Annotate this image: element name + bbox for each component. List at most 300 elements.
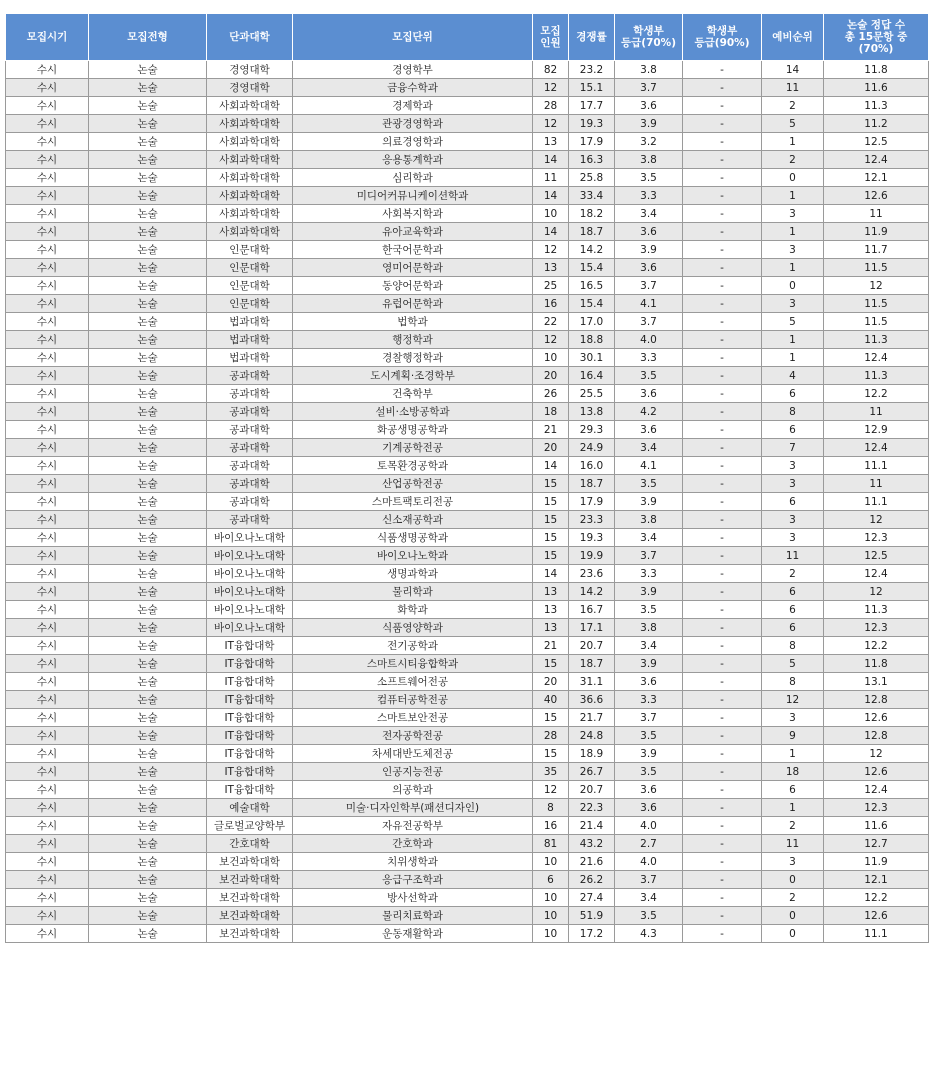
cell-grade-70: 3.9 [615, 115, 683, 133]
cell-department: 스마트보안전공 [293, 709, 533, 727]
cell-admission-type: 논술 [89, 115, 207, 133]
cell-department: 건축학부 [293, 385, 533, 403]
table-row [6, 349, 929, 367]
cell-admission-type: 논술 [89, 457, 207, 475]
cell-college: 법과대학 [207, 349, 293, 367]
table-row [6, 295, 929, 313]
cell-grade-70: 3.5 [615, 475, 683, 493]
table-row [6, 763, 929, 781]
cell-competition-rate: 17.1 [569, 619, 615, 637]
cell-grade-70: 3.5 [615, 727, 683, 745]
header-grade-70: 학생부 등급(70%) [615, 14, 683, 61]
cell-essay-correct: 11.8 [824, 61, 929, 79]
cell-grade-90: - [683, 493, 762, 511]
cell-admission-type: 논술 [89, 223, 207, 241]
cell-quota: 6 [533, 871, 569, 889]
cell-competition-rate: 23.2 [569, 61, 615, 79]
cell-essay-correct: 12.8 [824, 691, 929, 709]
cell-waitlist-rank: 8 [762, 403, 824, 421]
cell-grade-70: 3.6 [615, 385, 683, 403]
cell-department: 전기공학과 [293, 637, 533, 655]
table-row [6, 925, 929, 943]
cell-quota: 10 [533, 205, 569, 223]
cell-quota: 20 [533, 439, 569, 457]
cell-department: 응용통계학과 [293, 151, 533, 169]
cell-recruit-period: 수시 [6, 403, 89, 421]
cell-quota: 12 [533, 241, 569, 259]
table-row [6, 385, 929, 403]
cell-grade-90: - [683, 169, 762, 187]
cell-quota: 82 [533, 61, 569, 79]
table-row [6, 493, 929, 511]
cell-essay-correct: 11.7 [824, 241, 929, 259]
cell-grade-90: - [683, 745, 762, 763]
cell-college: 사회과학대학 [207, 223, 293, 241]
cell-grade-70: 4.1 [615, 295, 683, 313]
cell-competition-rate: 16.4 [569, 367, 615, 385]
cell-grade-70: 3.8 [615, 511, 683, 529]
cell-department: 바이오나노학과 [293, 547, 533, 565]
cell-waitlist-rank: 11 [762, 547, 824, 565]
cell-admission-type: 논술 [89, 763, 207, 781]
cell-college: IT융합대학 [207, 673, 293, 691]
cell-admission-type: 논술 [89, 817, 207, 835]
cell-college: IT융합대학 [207, 781, 293, 799]
cell-competition-rate: 19.9 [569, 547, 615, 565]
cell-grade-90: - [683, 565, 762, 583]
cell-admission-type: 논술 [89, 313, 207, 331]
cell-waitlist-rank: 2 [762, 889, 824, 907]
cell-department: 행정학과 [293, 331, 533, 349]
cell-competition-rate: 16.3 [569, 151, 615, 169]
cell-admission-type: 논술 [89, 727, 207, 745]
cell-competition-rate: 21.7 [569, 709, 615, 727]
cell-college: 공과대학 [207, 439, 293, 457]
cell-waitlist-rank: 3 [762, 205, 824, 223]
cell-recruit-period: 수시 [6, 619, 89, 637]
cell-recruit-period: 수시 [6, 673, 89, 691]
header-department: 모집단위 [293, 14, 533, 61]
cell-essay-correct: 11 [824, 403, 929, 421]
cell-essay-correct: 12.1 [824, 169, 929, 187]
cell-waitlist-rank: 2 [762, 97, 824, 115]
cell-waitlist-rank: 2 [762, 565, 824, 583]
cell-recruit-period: 수시 [6, 889, 89, 907]
admission-results-table [5, 13, 929, 943]
cell-recruit-period: 수시 [6, 763, 89, 781]
cell-grade-90: - [683, 79, 762, 97]
cell-grade-90: - [683, 619, 762, 637]
cell-waitlist-rank: 6 [762, 619, 824, 637]
cell-grade-90: - [683, 403, 762, 421]
cell-waitlist-rank: 1 [762, 745, 824, 763]
cell-grade-90: - [683, 421, 762, 439]
cell-essay-correct: 12.3 [824, 619, 929, 637]
cell-waitlist-rank: 11 [762, 79, 824, 97]
cell-waitlist-rank: 0 [762, 277, 824, 295]
cell-college: 보건과학대학 [207, 853, 293, 871]
cell-recruit-period: 수시 [6, 853, 89, 871]
table-row [6, 205, 929, 223]
table-row [6, 601, 929, 619]
cell-admission-type: 논술 [89, 349, 207, 367]
cell-quota: 15 [533, 745, 569, 763]
cell-recruit-period: 수시 [6, 331, 89, 349]
cell-competition-rate: 36.6 [569, 691, 615, 709]
cell-college: 사회과학대학 [207, 97, 293, 115]
cell-essay-correct: 13.1 [824, 673, 929, 691]
cell-recruit-period: 수시 [6, 925, 89, 943]
cell-recruit-period: 수시 [6, 565, 89, 583]
cell-recruit-period: 수시 [6, 223, 89, 241]
cell-department: 사회복지학과 [293, 205, 533, 223]
cell-waitlist-rank: 2 [762, 817, 824, 835]
cell-grade-70: 3.6 [615, 259, 683, 277]
cell-essay-correct: 11.3 [824, 367, 929, 385]
cell-grade-90: - [683, 763, 762, 781]
cell-admission-type: 논술 [89, 529, 207, 547]
cell-quota: 12 [533, 781, 569, 799]
cell-essay-correct: 12.3 [824, 529, 929, 547]
cell-department: 간호학과 [293, 835, 533, 853]
cell-grade-90: - [683, 385, 762, 403]
cell-department: 도시계획·조경학부 [293, 367, 533, 385]
cell-quota: 21 [533, 637, 569, 655]
cell-recruit-period: 수시 [6, 385, 89, 403]
cell-quota: 35 [533, 763, 569, 781]
cell-essay-correct: 12.2 [824, 637, 929, 655]
cell-recruit-period: 수시 [6, 187, 89, 205]
table-row [6, 727, 929, 745]
cell-quota: 16 [533, 295, 569, 313]
cell-admission-type: 논술 [89, 835, 207, 853]
cell-grade-90: - [683, 547, 762, 565]
table-row [6, 511, 929, 529]
cell-recruit-period: 수시 [6, 691, 89, 709]
cell-waitlist-rank: 18 [762, 763, 824, 781]
cell-grade-90: - [683, 799, 762, 817]
cell-grade-70: 3.8 [615, 61, 683, 79]
header-competition-rate: 경쟁률 [569, 14, 615, 61]
cell-competition-rate: 31.1 [569, 673, 615, 691]
cell-college: IT융합대학 [207, 709, 293, 727]
cell-recruit-period: 수시 [6, 97, 89, 115]
cell-competition-rate: 33.4 [569, 187, 615, 205]
cell-recruit-period: 수시 [6, 349, 89, 367]
cell-admission-type: 논술 [89, 673, 207, 691]
cell-competition-rate: 17.9 [569, 133, 615, 151]
cell-waitlist-rank: 5 [762, 115, 824, 133]
cell-competition-rate: 17.9 [569, 493, 615, 511]
cell-essay-correct: 12.4 [824, 151, 929, 169]
cell-competition-rate: 18.9 [569, 745, 615, 763]
cell-recruit-period: 수시 [6, 781, 89, 799]
table-row [6, 673, 929, 691]
cell-college: 보건과학대학 [207, 871, 293, 889]
cell-grade-90: - [683, 241, 762, 259]
cell-admission-type: 논술 [89, 637, 207, 655]
cell-grade-90: - [683, 223, 762, 241]
cell-college: 바이오나노대학 [207, 601, 293, 619]
cell-grade-70: 3.7 [615, 871, 683, 889]
cell-recruit-period: 수시 [6, 367, 89, 385]
cell-essay-correct: 11.8 [824, 655, 929, 673]
cell-grade-70: 2.7 [615, 835, 683, 853]
table-row [6, 619, 929, 637]
header-quota: 모집 인원 [533, 14, 569, 61]
cell-admission-type: 논술 [89, 331, 207, 349]
cell-grade-70: 3.6 [615, 673, 683, 691]
cell-essay-correct: 11.1 [824, 457, 929, 475]
header-grade-90: 학생부 등급(90%) [683, 14, 762, 61]
cell-department: 동양어문학과 [293, 277, 533, 295]
cell-grade-90: - [683, 673, 762, 691]
cell-grade-90: - [683, 871, 762, 889]
table-row [6, 79, 929, 97]
cell-grade-70: 3.9 [615, 493, 683, 511]
table-row [6, 781, 929, 799]
cell-grade-90: - [683, 925, 762, 943]
table-row [6, 655, 929, 673]
cell-competition-rate: 26.7 [569, 763, 615, 781]
cell-quota: 81 [533, 835, 569, 853]
cell-recruit-period: 수시 [6, 493, 89, 511]
cell-department: 치위생학과 [293, 853, 533, 871]
cell-grade-90: - [683, 205, 762, 223]
cell-recruit-period: 수시 [6, 259, 89, 277]
cell-quota: 12 [533, 79, 569, 97]
cell-competition-rate: 13.8 [569, 403, 615, 421]
cell-grade-70: 3.5 [615, 763, 683, 781]
cell-department: 신소재공학과 [293, 511, 533, 529]
cell-competition-rate: 18.7 [569, 475, 615, 493]
cell-essay-correct: 12.6 [824, 709, 929, 727]
cell-grade-70: 3.4 [615, 529, 683, 547]
cell-grade-70: 3.9 [615, 241, 683, 259]
cell-admission-type: 논술 [89, 439, 207, 457]
cell-grade-70: 3.5 [615, 367, 683, 385]
cell-grade-90: - [683, 277, 762, 295]
cell-department: 산업공학전공 [293, 475, 533, 493]
cell-essay-correct: 11.6 [824, 79, 929, 97]
cell-competition-rate: 20.7 [569, 637, 615, 655]
cell-quota: 26 [533, 385, 569, 403]
cell-grade-90: - [683, 655, 762, 673]
cell-quota: 15 [533, 511, 569, 529]
table-row [6, 169, 929, 187]
cell-recruit-period: 수시 [6, 655, 89, 673]
cell-waitlist-rank: 9 [762, 727, 824, 745]
cell-waitlist-rank: 3 [762, 511, 824, 529]
cell-admission-type: 논술 [89, 385, 207, 403]
cell-waitlist-rank: 5 [762, 313, 824, 331]
cell-quota: 10 [533, 853, 569, 871]
cell-essay-correct: 11.5 [824, 259, 929, 277]
table-row [6, 529, 929, 547]
cell-college: 공과대학 [207, 475, 293, 493]
cell-competition-rate: 23.3 [569, 511, 615, 529]
cell-admission-type: 논술 [89, 799, 207, 817]
cell-competition-rate: 27.4 [569, 889, 615, 907]
cell-department: 전자공학전공 [293, 727, 533, 745]
cell-admission-type: 논술 [89, 565, 207, 583]
cell-competition-rate: 15.4 [569, 295, 615, 313]
table-row [6, 709, 929, 727]
cell-department: 자유전공학부 [293, 817, 533, 835]
cell-department: 생명과학과 [293, 565, 533, 583]
header-admission-type: 모집전형 [89, 14, 207, 61]
cell-admission-type: 논술 [89, 151, 207, 169]
cell-essay-correct: 12 [824, 583, 929, 601]
cell-recruit-period: 수시 [6, 313, 89, 331]
cell-department: 경제학과 [293, 97, 533, 115]
cell-grade-90: - [683, 439, 762, 457]
cell-department: 스마트시티융합학과 [293, 655, 533, 673]
cell-admission-type: 논술 [89, 277, 207, 295]
cell-admission-type: 논술 [89, 925, 207, 943]
cell-grade-70: 3.7 [615, 79, 683, 97]
cell-waitlist-rank: 0 [762, 907, 824, 925]
cell-essay-correct: 12.1 [824, 871, 929, 889]
cell-recruit-period: 수시 [6, 799, 89, 817]
cell-quota: 16 [533, 817, 569, 835]
cell-waitlist-rank: 8 [762, 673, 824, 691]
cell-quota: 14 [533, 457, 569, 475]
cell-competition-rate: 18.8 [569, 331, 615, 349]
cell-department: 관광경영학과 [293, 115, 533, 133]
cell-college: 바이오나노대학 [207, 547, 293, 565]
cell-admission-type: 논술 [89, 421, 207, 439]
cell-quota: 20 [533, 367, 569, 385]
cell-grade-90: - [683, 313, 762, 331]
cell-grade-90: - [683, 583, 762, 601]
cell-college: 사회과학대학 [207, 187, 293, 205]
cell-admission-type: 논술 [89, 583, 207, 601]
cell-essay-correct: 12 [824, 277, 929, 295]
cell-recruit-period: 수시 [6, 529, 89, 547]
table-row [6, 439, 929, 457]
cell-competition-rate: 22.3 [569, 799, 615, 817]
cell-grade-90: - [683, 349, 762, 367]
cell-department: 유럽어문학과 [293, 295, 533, 313]
cell-grade-90: - [683, 817, 762, 835]
cell-essay-correct: 12 [824, 745, 929, 763]
cell-admission-type: 논술 [89, 655, 207, 673]
table-row [6, 421, 929, 439]
cell-department: 물리치료학과 [293, 907, 533, 925]
cell-college: 바이오나노대학 [207, 619, 293, 637]
cell-quota: 10 [533, 907, 569, 925]
cell-admission-type: 논술 [89, 511, 207, 529]
cell-department: 응급구조학과 [293, 871, 533, 889]
table-row [6, 367, 929, 385]
cell-competition-rate: 17.2 [569, 925, 615, 943]
cell-waitlist-rank: 0 [762, 169, 824, 187]
cell-quota: 14 [533, 565, 569, 583]
cell-admission-type: 논술 [89, 187, 207, 205]
cell-recruit-period: 수시 [6, 637, 89, 655]
cell-college: 보건과학대학 [207, 907, 293, 925]
cell-college: 공과대학 [207, 421, 293, 439]
cell-admission-type: 논술 [89, 745, 207, 763]
cell-quota: 15 [533, 529, 569, 547]
cell-essay-correct: 11.5 [824, 313, 929, 331]
cell-department: 소프트웨어전공 [293, 673, 533, 691]
cell-college: 인문대학 [207, 259, 293, 277]
cell-admission-type: 논술 [89, 709, 207, 727]
cell-waitlist-rank: 6 [762, 583, 824, 601]
cell-recruit-period: 수시 [6, 547, 89, 565]
cell-grade-70: 3.2 [615, 133, 683, 151]
table-row [6, 475, 929, 493]
table-row [6, 115, 929, 133]
cell-college: IT융합대학 [207, 763, 293, 781]
cell-competition-rate: 16.5 [569, 277, 615, 295]
cell-college: 법과대학 [207, 331, 293, 349]
cell-college: 보건과학대학 [207, 889, 293, 907]
cell-admission-type: 논술 [89, 601, 207, 619]
cell-waitlist-rank: 11 [762, 835, 824, 853]
cell-essay-correct: 12.5 [824, 133, 929, 151]
cell-college: 인문대학 [207, 241, 293, 259]
table-row [6, 133, 929, 151]
cell-competition-rate: 21.4 [569, 817, 615, 835]
cell-quota: 10 [533, 349, 569, 367]
cell-competition-rate: 17.0 [569, 313, 615, 331]
cell-grade-70: 3.5 [615, 601, 683, 619]
cell-college: IT융합대학 [207, 727, 293, 745]
cell-admission-type: 논술 [89, 259, 207, 277]
table-row [6, 403, 929, 421]
cell-essay-correct: 12.4 [824, 565, 929, 583]
cell-quota: 15 [533, 709, 569, 727]
cell-college: 공과대학 [207, 367, 293, 385]
cell-recruit-period: 수시 [6, 151, 89, 169]
table-row [6, 565, 929, 583]
cell-college: 바이오나노대학 [207, 565, 293, 583]
cell-waitlist-rank: 8 [762, 637, 824, 655]
cell-essay-correct: 11.9 [824, 223, 929, 241]
cell-waitlist-rank: 3 [762, 241, 824, 259]
cell-quota: 20 [533, 673, 569, 691]
cell-essay-correct: 12.6 [824, 763, 929, 781]
cell-admission-type: 논술 [89, 205, 207, 223]
table-body [6, 61, 929, 943]
cell-essay-correct: 11.3 [824, 601, 929, 619]
cell-essay-correct: 12.8 [824, 727, 929, 745]
cell-grade-90: - [683, 259, 762, 277]
cell-grade-90: - [683, 853, 762, 871]
table-row [6, 97, 929, 115]
cell-recruit-period: 수시 [6, 277, 89, 295]
cell-competition-rate: 26.2 [569, 871, 615, 889]
table-row [6, 907, 929, 925]
cell-grade-90: - [683, 601, 762, 619]
cell-admission-type: 논술 [89, 853, 207, 871]
cell-admission-type: 논술 [89, 97, 207, 115]
cell-admission-type: 논술 [89, 169, 207, 187]
cell-recruit-period: 수시 [6, 241, 89, 259]
cell-waitlist-rank: 1 [762, 223, 824, 241]
header-essay-correct: 논술 정답 수 총 15문항 중 (70%) [824, 14, 929, 61]
cell-waitlist-rank: 1 [762, 259, 824, 277]
cell-college: 공과대학 [207, 457, 293, 475]
cell-quota: 28 [533, 97, 569, 115]
cell-recruit-period: 수시 [6, 421, 89, 439]
cell-recruit-period: 수시 [6, 133, 89, 151]
cell-competition-rate: 23.6 [569, 565, 615, 583]
cell-competition-rate: 17.7 [569, 97, 615, 115]
